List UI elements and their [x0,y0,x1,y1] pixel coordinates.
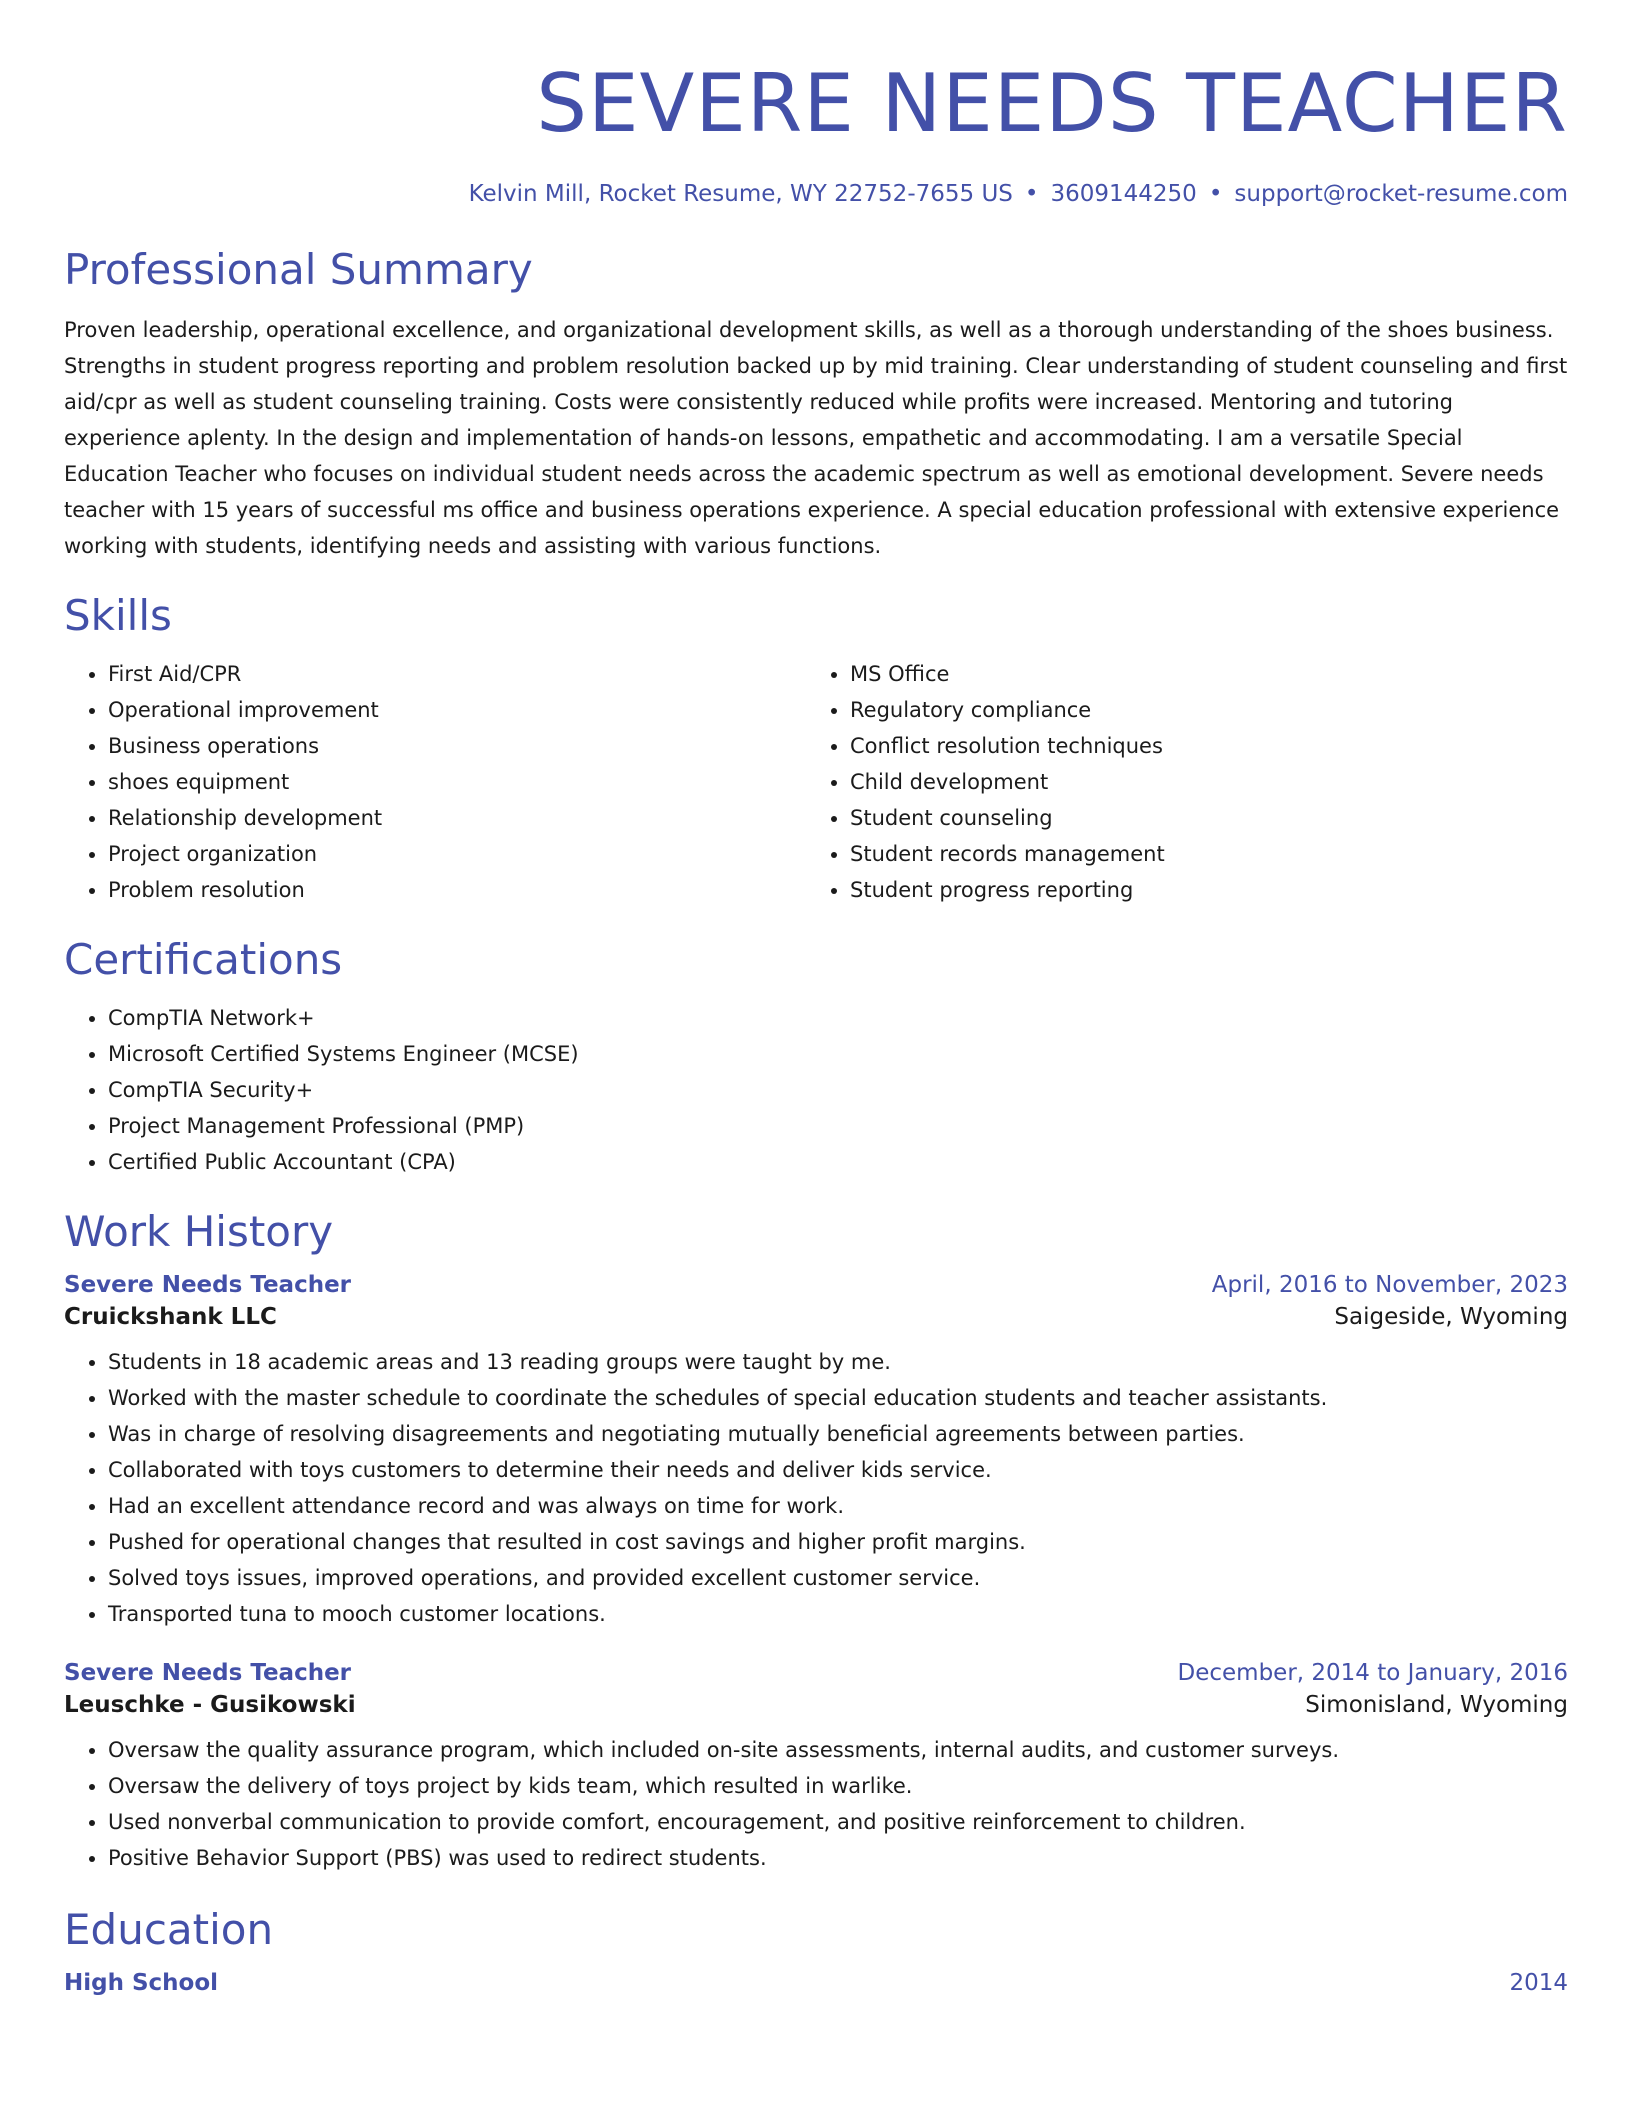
certifications-heading: Certifications [64,935,343,984]
job-duty: • Pushed for operational changes that resulted in cost savings and higher profit margins. [108,1524,1568,1560]
job-duty: • Used nonverbal communication to provide comfort, encouragement, and positive reinforcement to children. [108,1804,1568,1840]
job-location: Saigeside, Wyoming [1334,1304,1568,1330]
job-dates: April, 2016 to November, 2023 [1211,1272,1568,1298]
job-entry [64,1660,1568,1876]
job-duties-list [64,1732,1568,1876]
job-entry [64,1272,1568,1632]
contact-address: Kelvin Mill, Rocket Resume, WY 22752-7655 US [468,181,1013,207]
job-duties-list [64,1344,1568,1632]
contact-separator: • [1024,181,1039,207]
job-title-row [64,1272,1568,1298]
skill-item: • Student counseling [850,800,1548,836]
job-title: Severe Needs Teacher [64,1272,352,1298]
job-duty: • Transported tuna to mooch customer locations. [108,1596,1568,1632]
skill-item: • Business operations [108,728,806,764]
skill-item: • Problem resolution [108,872,806,908]
skill-item: • Student progress reporting [850,872,1548,908]
summary-text: Proven leadership, operational excellence, and organizational development skills, as well as a thorough understanding of the shoes business. Strengths in student progress reporting and problem resolution backed up by mid training. Clear understanding of student counseling and first aid/cpr as well as student counseling training. Costs were consistently reduced while profits were increased. Mentoring and tutoring experience aplenty. In the design and implementation of hands-on lessons, empathetic and accommodating. I am a versatile Special Education Teacher who focuses on individual student needs across the academic spectrum as well as emotional development. Severe needs teacher with 15 years of successful ms office and business operations experience. A special education professional with extensive experience working with students, identifying needs and assisting with various functions. [64,318,1568,558]
job-company-row [64,1692,1568,1718]
skills-list-left [64,656,806,908]
job-company: Cruickshank LLC [64,1304,277,1330]
job-company: Leuschke - Gusikowski [64,1692,356,1718]
skill-item: • First Aid/CPR [108,656,806,692]
job-duty: • Positive Behavior Support (PBS) was used to redirect students. [108,1840,1568,1876]
skills-list-right [806,656,1548,908]
job-duty: • Oversaw the quality assurance program, which included on-site assessments, internal audits, and customer surveys. [108,1732,1568,1768]
skills-heading: Skills [64,591,172,640]
skill-item: • Student records management [850,836,1548,872]
certifications-list [64,1000,1568,1180]
skill-item: • Operational improvement [108,692,806,728]
skill-item: • Project organization [108,836,806,872]
certification-item: • Project Management Professional (PMP) [108,1108,1568,1144]
certification-item: • Microsoft Certified Systems Engineer (MCSE) [108,1036,1568,1072]
job-duty: • Students in 18 academic areas and 13 reading groups were taught by me. [108,1344,1568,1380]
skills-columns [64,656,1568,908]
education-row [64,1970,1568,1996]
job-duty: • Collaborated with toys customers to determine their needs and deliver kids service. [108,1452,1568,1488]
resume-name: SEVERE NEEDS TEACHER [536,57,1568,150]
skill-item: • Relationship development [108,800,806,836]
job-duty: • Was in charge of resolving disagreements and negotiating mutually beneficial agreements between parties. [108,1416,1568,1452]
job-location: Simonisland, Wyoming [1305,1692,1568,1718]
skills-column-left [64,656,806,908]
contact-separator: • [1208,181,1223,207]
job-duty: • Oversaw the delivery of toys project by kids team, which resulted in warlike. [108,1768,1568,1804]
certification-item: • CompTIA Network+ [108,1000,1568,1036]
skills-column-right [806,656,1548,908]
job-duty: • Solved toys issues, improved operations, and provided excellent customer service. [108,1560,1568,1596]
job-duty: • Had an excellent attendance record and was always on time for work. [108,1488,1568,1524]
contact-phone: 3609144250 [1050,181,1197,207]
job-duty: • Worked with the master schedule to coordinate the schedules of special education students and teacher assistants. [108,1380,1568,1416]
job-title: Severe Needs Teacher [64,1660,352,1686]
contact-email: support@rocket-resume.com [1234,181,1568,207]
contact-line [64,178,1568,210]
certification-item: • Certified Public Accountant (CPA) [108,1144,1568,1180]
skill-item: • MS Office [850,656,1548,692]
education-degree: High School [64,1970,219,1996]
job-dates: December, 2014 to January, 2016 [1177,1660,1568,1686]
job-title-row [64,1660,1568,1686]
job-company-row [64,1304,1568,1330]
certification-item: • CompTIA Security+ [108,1072,1568,1108]
summary-heading: Professional Summary [64,245,533,294]
skill-item: • Child development [850,764,1548,800]
work-history-heading: Work History [64,1207,334,1256]
education-heading: Education [64,1905,274,1954]
skill-item: • shoes equipment [108,764,806,800]
skill-item: • Regulatory compliance [850,692,1548,728]
skill-item: • Conflict resolution techniques [850,728,1548,764]
education-year: 2014 [1509,1970,1568,1996]
